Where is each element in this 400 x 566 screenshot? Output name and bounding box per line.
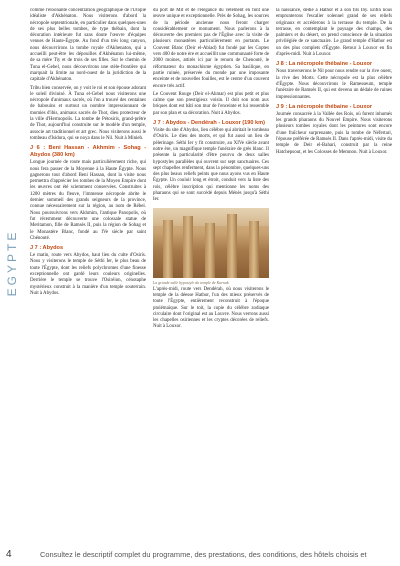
footer-text: Consultez le descriptif complet du programme, des prestations, des conditions, des hôtels choisis et <box>40 550 367 559</box>
paragraph: la naissance, dédié à Hathor et à son fils Ihy. Enfin nous emprunterons l'escalier solennel grand de ses reliefs originaux et accéderons à la terrasse du temple. De la terrasse, en contemplant le paysage des champs, des palmiers et du désert, on prend conscience de la situation privilégiée de ce sanctuaire. Le grand temple d'Hathor est un des plus complets d'Égypte. Retour à Louxor en fin d'après-midi. Nuit à Louxor. <box>276 8 392 58</box>
side-strip <box>0 0 22 566</box>
photo-caption: La grande salle hypostyle du temple de Karnak <box>153 279 229 285</box>
paragraph: Journée consacrée à la Vallée des Rois, où furent inhumés les grands pharaons du Nouvel Empire. Nous visiterons plusieurs tombes royales dont les peintures sont encore d'une fraîcheur surprenante, puis la tombe de Néfertari, l'épouse préférée de Ramsès II. Dans l'après-midi, visite du temple de Deir el-Bahari, construit par la reine Hatchepsout, et les Colosses de Memnon. Nuit à Louxor. <box>276 111 392 155</box>
paragraph: Longue journée de route mais particulièrement riche, qui nous fera passer de la Moyenne à la Haute Égypte. Nous gagnerons tout d'abord Beni Hassan, dont la visite nous permettra d'apprécier les tombes de la Moyen Empire dont les œuvres ont été sciemment conservées. Construites à 1200 mètres du fleuve, l'immense nécropole abrite le dernier sommeil des grands seigneurs de la province, connue nécessairement sur la région, au nom de Rébel. Nous poursuivrons vers Akhmim, l'antique Panopolis, où fut récemment découverte une colossale statue de Meritamon, fille de Ramsès II, puis la région de Sohag et le Monastère Blanc, fondé au IVe siècle par saint Chénouté. <box>30 160 146 241</box>
photo-pillar <box>249 221 259 278</box>
side-title: EGYPTE <box>5 229 19 297</box>
photo-pillar <box>183 216 193 278</box>
day-heading: J 7 : Abydos <box>30 245 64 252</box>
paragraph: du port de Mit et de l'élégance du vêtement en font une œuvre unique et exceptionnelle. Près de Sohag, les sources de la période ancienne nous feront charger considérablement ce monument. Nous parlerons à la découverte des premiers pas de l'Église avec la visite de plusieurs monastères particulièrement en portants. Le Couvent Blanc (Deir el-Abiad) fut fondé par les Coptes vers 400 de notre ère et accueillit une communauté forte de 2000 moines, attirés ici par le renom de Chenouté, le réformateur du monachisme égyptien. Sa basilique, en partie ruinée, préservée du monde par une imposante enceinte et de nouvelles fouilles, est le centre d'un couvent encore très actif. <box>153 8 269 89</box>
day-heading: J 8 : La nécropole thébaine - Louxor <box>276 61 373 68</box>
page-footer <box>0 544 400 566</box>
photo-pillar <box>205 223 215 278</box>
photo-pillar <box>227 214 237 278</box>
page-number: 4 <box>6 549 12 560</box>
paragraph: L'après-midi, route vers Dendérah, où nous visiterons le temple de la déesse Hathor, l'un des mieux préservés de toute l'Égypte, entièrement reconstruit à l'époque ptolémaïque. Sur le toit, la copie du célèbre zodiaque circulaire dont l'original est au Louvre. Nous verrons aussi les chapelles osiriennes et les cryptes décorées de reliefs. Nuit à Louxor. <box>153 286 269 330</box>
column-2 <box>153 8 269 540</box>
column-1 <box>30 8 146 540</box>
paragraph: Nous traverserons le Nil pour nous rendre sur la rive ouest, la rive des Morts. Cette nécropole est la plus célèbre d'Égypte. Nous découvrirons le Ramesseum, temple funéraire de Ramsès II, qui est devenu un dédale de ruines impressionnantes. <box>276 69 392 100</box>
paragraph: Le matin, route vers Abydos, haut lieu du culte d'Osiris. Nous y visiterons le temple de Séthi Ier, le plus beau de toute l'Égypte, dont les reliefs polychromes d'une finesse exceptionnelle ont gardé leurs couleurs originelles. Derrière le temple se trouve l'Osiréion, cénotaphe mystérieux construit à la manière d'un temple souterrain. Nuit à Abydos. <box>30 253 146 296</box>
day-heading: J 9 : La nécropole thébaine - Louxor <box>276 103 373 110</box>
text-columns <box>30 8 392 540</box>
temple-photo <box>153 208 269 278</box>
paragraph: Visite du site d'Abydos, lieu célèbre qui abritait le tombeau d'Osiris. Le dieu des morts, et qui fut aussi un lieu de pèlerinage. Séthi Ier y fit construire, au XIVe siècle avant notre ère, un magnifique temple funéraire de grès blanc. Il présente la particularité d'être pourvu de deux salles hypostyles parallèles qui ouvrent sur sept sanctuaires. Ces sept chapelles renferment, dans la pénombre, quelques-uns des plus beaux reliefs peints que nous ayons vus en Haute Égypte. Un couloir long et étroit, conduit vers la liste des rois, célèbre inscription qui mentionne les noms des pharaons qui se sont succédé depuis Ménès jusqu'à Séthi Ier. <box>153 128 269 203</box>
day-heading: J 7 : Abydos - Dendérah - Louxor (190 km) <box>153 120 266 127</box>
photo-pillar <box>163 220 173 278</box>
paragraph: Le Couvent Rouge (Deir el-Ahmar) est plus petit et plus calme que son prestigieux voisin. Il doit son nom aux briques dont est bâti son mur de l'enceinte et lui ressemble par son plan et sa décoration. Nuit à Abydos. <box>153 91 269 116</box>
paragraph: Tribu bien conservée, on y voit le roi et son épouse adorant le soleil divinisé. À Tuna el-Gebel nous visiterons une nécropole d'animaux sacrés, où l'on a trouvé des centaines de babouins et surtout un nombre impressionnant de momies d'ibis, animaux sacrés de Thot, dieu protecteur de la ville d'Hermopolis. La tombe de Pétosiris, grand-prêtre de Thot, aujourd'hui construite sur le modèle d'un temple, associe art traditionnel et art grec. Nous visiterons aussi le tombeau d'Isidora, qui se noya dans le Nil. Nuit à Minieh. <box>30 85 146 141</box>
day-heading: J 6 : Beni Hassan - Akhmim - Sohag - Abydos (380 km) <box>30 145 146 159</box>
column-3 <box>276 8 392 540</box>
paragraph: comme l'éloonante concentration géographique de l'Utopie idéaliste d'Akhénaton. Nous visiterons d'abord la nécropole septentrionale, en particulier dans quelques-unes de ses plus belles tombes, de type thébain, dont la décoration intérieure fut sans doute l'œuvre d'équipes venues de Haute-Égypte. Au fond d'un très long canyon, nous découvrirons la tombe royale d'Akhenaton, qui a accueilli peut-être les dépouilles d'Akhénaton lui-même, de sa mère Tiy et de trois de ses filles. Sur le chemin de Tuna el-Gebel, nous découvrirons une stèle-frontière qui marquait la limite au nord-ouest de la juridiction de la capitale d'Akhénaton. <box>30 8 146 83</box>
